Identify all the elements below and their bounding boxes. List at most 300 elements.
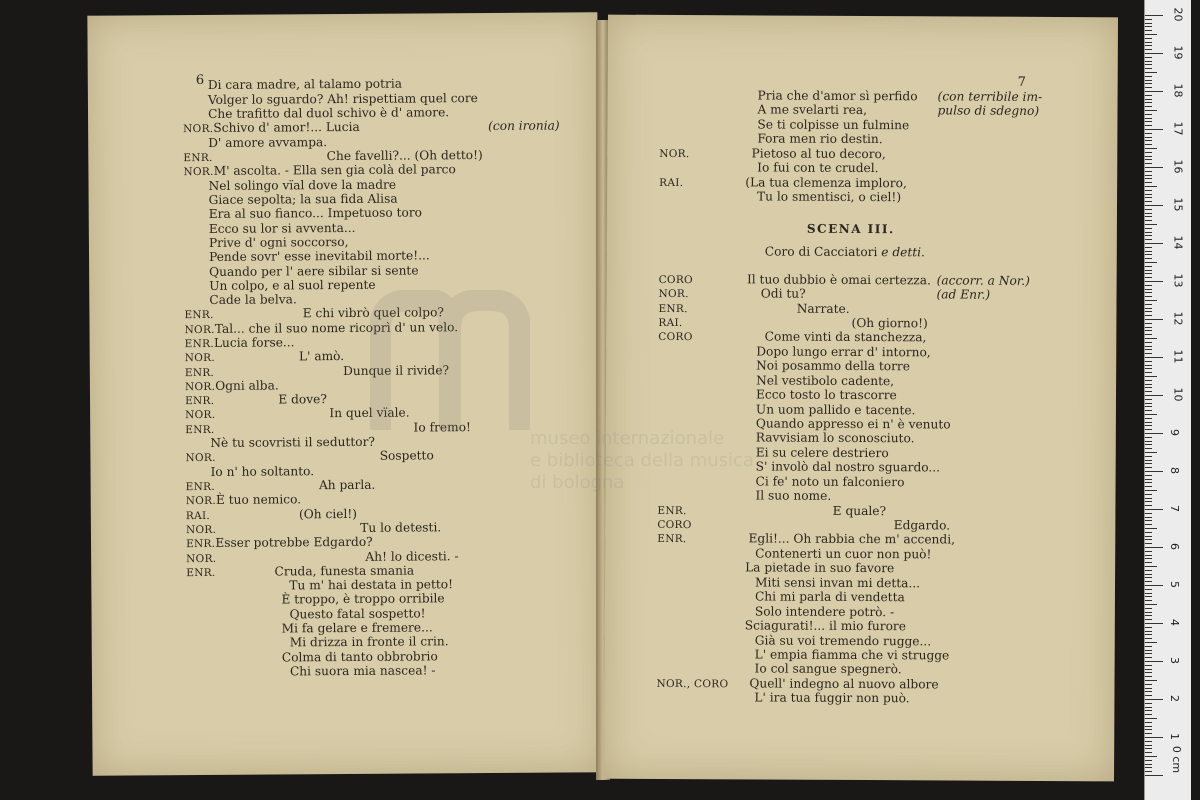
speaker-label: NOR. bbox=[185, 408, 216, 422]
ruler-number: 20 bbox=[1171, 7, 1185, 22]
ruler-tick bbox=[1145, 520, 1152, 521]
ruler-tick bbox=[1145, 745, 1152, 746]
ruler-tick bbox=[1145, 684, 1152, 685]
verse-line bbox=[185, 363, 449, 380]
speaker-label: NOR. bbox=[183, 165, 214, 179]
ruler-tick bbox=[1145, 258, 1152, 259]
ruler-number: 17 bbox=[1171, 121, 1185, 136]
verse-text: D' amore avvampa. bbox=[208, 135, 328, 150]
ruler-tick bbox=[1145, 61, 1152, 62]
verse-line bbox=[755, 647, 950, 662]
speaker-label: ENR. bbox=[184, 366, 215, 380]
ruler-tick bbox=[1145, 726, 1152, 727]
ruler-number: 18 bbox=[1171, 83, 1185, 98]
ruler-tick bbox=[1145, 691, 1152, 692]
ruler-tick bbox=[1145, 323, 1152, 324]
ruler-tick bbox=[1145, 528, 1157, 529]
ruler-tick bbox=[1145, 42, 1152, 43]
speaker-label: RAI. bbox=[185, 509, 211, 523]
ruler-tick bbox=[1145, 760, 1152, 761]
ruler-tick bbox=[1145, 171, 1152, 172]
speaker-label: RAI. bbox=[658, 316, 683, 330]
ruler-tick bbox=[1145, 342, 1152, 343]
ruler-tick bbox=[1145, 555, 1152, 556]
ruler-tick bbox=[1145, 486, 1152, 487]
verse-text: Giace sepolta; la sua fida Alisa bbox=[208, 191, 398, 207]
ruler-tick bbox=[1145, 657, 1152, 658]
ruler-tick bbox=[1145, 638, 1152, 639]
ruler-tick bbox=[1145, 688, 1152, 689]
ruler-tick bbox=[1145, 414, 1157, 415]
ruler-tick bbox=[1145, 121, 1152, 122]
verse-text: Solo intendere potrò. - bbox=[754, 604, 895, 620]
ruler-tick bbox=[1145, 612, 1152, 613]
measuring-ruler bbox=[1144, 0, 1191, 800]
verse-text: Odi tu? bbox=[760, 286, 806, 301]
verse-text: Ah parla. bbox=[318, 477, 376, 493]
ruler-tick bbox=[1145, 49, 1152, 50]
speaker-label: ENR. bbox=[657, 532, 687, 546]
ruler-tick bbox=[1145, 676, 1152, 677]
ruler-number: 11 bbox=[1171, 349, 1185, 364]
verse-line bbox=[757, 160, 878, 175]
verse-text: Se ti colpisse un fulmine bbox=[757, 117, 910, 133]
stage-direction: (con terribile im- bbox=[937, 89, 1043, 104]
verse-text: Già su voi tremendo rugge... bbox=[754, 633, 932, 649]
ruler-tick bbox=[1145, 581, 1152, 582]
ruler-tick bbox=[1145, 718, 1157, 719]
scene-subtitle-italic: e detti. bbox=[881, 245, 925, 260]
ruler-tick bbox=[1145, 110, 1157, 111]
ruler-tick bbox=[1145, 406, 1152, 407]
ruler-tick bbox=[1145, 524, 1152, 525]
verse-text: Ei su celere destriero bbox=[755, 445, 889, 461]
ruler-tick bbox=[1145, 178, 1152, 179]
ruler-tick bbox=[1145, 247, 1152, 248]
verse-text: Il tuo dubbio è omai certezza. bbox=[746, 272, 931, 288]
stage-direction: (accorr. a Nor.) bbox=[936, 273, 1030, 288]
ruler-tick bbox=[1145, 585, 1163, 586]
ruler-tick bbox=[1145, 201, 1152, 202]
ruler-number: 9 bbox=[1168, 429, 1181, 436]
ruler-tick bbox=[1145, 349, 1152, 350]
ruler-tick bbox=[1145, 19, 1152, 20]
verse-line bbox=[208, 105, 449, 121]
ruler-tick bbox=[1145, 669, 1152, 670]
speaker-label: NOR. bbox=[184, 380, 216, 394]
ruler-tick bbox=[1145, 228, 1152, 229]
ruler-tick bbox=[1145, 467, 1152, 468]
ruler-tick bbox=[1145, 551, 1152, 552]
ruler-tick bbox=[1145, 239, 1152, 240]
verse-text: E chi vibrò quel colpo? bbox=[302, 305, 444, 321]
verse-text: Pietoso al tuo decoro, bbox=[751, 146, 886, 162]
ruler-tick bbox=[1145, 368, 1152, 369]
ruler-tick bbox=[1145, 270, 1152, 271]
verse-text: Che trafitto dal duol schivo è d' amore. bbox=[207, 105, 450, 121]
verse-text: Questo fatal sospetto! bbox=[289, 606, 426, 622]
speaker-label: ENR. bbox=[658, 302, 688, 316]
verse-line bbox=[209, 192, 398, 207]
verse-text: Egli!... Oh rabbia che m' accendi, bbox=[748, 531, 956, 547]
ruler-tick bbox=[1145, 220, 1152, 221]
ruler-tick bbox=[1145, 596, 1152, 597]
ruler-tick bbox=[1145, 665, 1152, 666]
verse-line bbox=[209, 278, 375, 293]
ruler-tick bbox=[1145, 593, 1152, 594]
ruler-tick bbox=[1145, 505, 1152, 506]
verse-line bbox=[756, 387, 897, 402]
ruler-tick bbox=[1145, 38, 1152, 39]
verse-text: Noi posammo della torre bbox=[756, 358, 911, 374]
verse-text: È troppo, è troppo orribile bbox=[281, 591, 445, 607]
speaker-label: ENR. bbox=[186, 537, 216, 551]
ruler-tick bbox=[1145, 330, 1152, 331]
ruler-number: 5 bbox=[1168, 581, 1181, 588]
verse-text: Di cara madre, al talamo potria bbox=[207, 76, 403, 92]
verse-text: Ravvisiam lo sconosciuto. bbox=[755, 430, 915, 446]
speaker-label: ENR. bbox=[186, 566, 216, 580]
verse-line bbox=[755, 604, 894, 619]
ruler-tick bbox=[1145, 748, 1152, 749]
ruler-tick bbox=[1145, 15, 1163, 16]
ruler-tick bbox=[1145, 695, 1152, 696]
verse-text: Un colpo, e al suol repente bbox=[209, 277, 376, 293]
verse-text: Era al suo fianco... Impetuoso toro bbox=[208, 205, 423, 221]
ruler-tick bbox=[1145, 133, 1152, 134]
ruler-tick bbox=[1145, 729, 1152, 730]
ruler-number: 12 bbox=[1171, 311, 1185, 326]
ruler-tick bbox=[1145, 771, 1152, 772]
verse-line bbox=[209, 248, 430, 264]
verse-line bbox=[657, 531, 955, 548]
scene-subtitle-text: Coro di Cacciatori bbox=[764, 244, 882, 260]
verse-text: Nel vestibolo cadente, bbox=[756, 373, 895, 389]
verse-line bbox=[185, 406, 410, 423]
verse-line bbox=[745, 618, 906, 633]
verse-text: Edgardo. bbox=[893, 518, 951, 533]
ruler-tick bbox=[1145, 137, 1152, 138]
verse-text: Volger lo sguardo? Ah! rispettiam quel core bbox=[207, 91, 478, 107]
ruler-tick bbox=[1145, 577, 1152, 578]
ruler-tick bbox=[1145, 501, 1152, 502]
verse-text: Quando appresso ei n' è venuto bbox=[755, 416, 951, 432]
ruler-tick bbox=[1145, 95, 1152, 96]
verse-line bbox=[185, 448, 433, 465]
verse-line bbox=[755, 546, 931, 561]
ruler-tick bbox=[1145, 600, 1152, 601]
speaker-label: RAI. bbox=[659, 176, 684, 190]
ruler-number: 14 bbox=[1171, 235, 1185, 250]
verse-text: Ci fe' noto un falconiero bbox=[755, 474, 905, 490]
ruler-tick bbox=[1145, 106, 1152, 107]
ruler-tick bbox=[1145, 197, 1152, 198]
verse-text: Che favelli?... (Oh detto!) bbox=[326, 148, 483, 164]
ruler-tick bbox=[1145, 463, 1152, 464]
ruler-tick bbox=[1145, 353, 1152, 354]
verse-text: Ah! lo dicesti. - bbox=[365, 549, 459, 564]
ruler-tick bbox=[1145, 148, 1157, 149]
verse-line bbox=[756, 373, 894, 388]
ruler-tick bbox=[1145, 741, 1152, 742]
ruler-tick bbox=[1145, 209, 1152, 210]
ruler-number: 7 bbox=[1168, 505, 1181, 512]
ruler-tick bbox=[1145, 387, 1152, 388]
ruler-tick bbox=[1145, 372, 1152, 373]
verse-line bbox=[185, 349, 344, 365]
ruler-tick bbox=[1145, 285, 1152, 286]
verse-text: Ogni alba. bbox=[215, 378, 279, 393]
verse-line bbox=[756, 344, 931, 359]
ruler-tick bbox=[1145, 23, 1152, 24]
verse-line bbox=[745, 560, 894, 575]
ruler-tick bbox=[1145, 532, 1152, 533]
ruler-tick bbox=[1145, 156, 1152, 157]
ruler-number: 15 bbox=[1171, 197, 1185, 212]
verse-text: Ecco su lor si avventa... bbox=[208, 220, 356, 236]
verse-text: Dopo lungo errar d' intorno, bbox=[756, 344, 931, 360]
ruler-tick bbox=[1145, 205, 1163, 206]
ruler-tick bbox=[1145, 452, 1157, 453]
verse-text: L' ira tua fuggir non può. bbox=[754, 690, 910, 706]
ruler-tick bbox=[1145, 650, 1152, 651]
ruler-tick bbox=[1145, 213, 1152, 214]
ruler-tick bbox=[1145, 311, 1152, 312]
ruler-tick bbox=[1145, 410, 1152, 411]
ruler-tick bbox=[1145, 159, 1152, 160]
ruler-tick bbox=[1145, 129, 1163, 130]
verse-text: Io fremo! bbox=[413, 420, 471, 435]
ruler-tick bbox=[1145, 482, 1152, 483]
ruler-tick bbox=[1145, 289, 1152, 290]
ruler-number: 13 bbox=[1171, 273, 1185, 288]
ruler-tick bbox=[1145, 53, 1163, 54]
verse-line bbox=[757, 131, 882, 146]
ruler-tick bbox=[1145, 87, 1152, 88]
ruler-tick bbox=[1145, 182, 1152, 183]
verse-text: E quale? bbox=[832, 503, 887, 519]
ruler-tick bbox=[1145, 34, 1157, 35]
verse-line bbox=[209, 263, 418, 278]
ruler-tick bbox=[1145, 425, 1152, 426]
ruler-number: 19 bbox=[1171, 45, 1185, 60]
ruler-tick bbox=[1145, 631, 1152, 632]
verse-line bbox=[208, 178, 396, 193]
ruler-number: 6 bbox=[1168, 543, 1181, 550]
speaker-label: NOR., CORO bbox=[656, 677, 729, 691]
ruler-tick bbox=[1145, 589, 1152, 590]
ruler-tick bbox=[1145, 232, 1152, 233]
scene-subtitle bbox=[765, 244, 925, 259]
ruler-tick bbox=[1145, 456, 1152, 457]
ruler-tick bbox=[1145, 64, 1152, 65]
ruler-tick bbox=[1145, 361, 1152, 362]
page-number: 6 bbox=[195, 72, 205, 89]
ruler-tick bbox=[1145, 292, 1152, 293]
ruler-tick bbox=[1145, 653, 1152, 654]
verse-text: La pietade in suo favore bbox=[745, 560, 895, 576]
ruler-tick bbox=[1145, 80, 1152, 81]
verse-text: Dunque il rivide? bbox=[343, 363, 450, 379]
ruler-tick bbox=[1145, 714, 1152, 715]
verse-line bbox=[755, 589, 905, 604]
ruler-tick bbox=[1145, 296, 1152, 297]
verse-text: È tuo nemico. bbox=[215, 492, 302, 507]
verse-text: Pria che d'amor sì perfido bbox=[757, 88, 918, 104]
verse-text: M' ascolta. - Ella sen gia colà del parco bbox=[213, 162, 456, 178]
ruler-tick bbox=[1145, 429, 1152, 430]
verse-line bbox=[210, 464, 314, 479]
verse-line bbox=[209, 221, 356, 236]
ruler-tick bbox=[1145, 737, 1163, 738]
verse-line bbox=[757, 102, 867, 117]
speaker-label: ENR. bbox=[657, 504, 687, 518]
verse-text: Tal... che il suo nome ricoprì d' un velo. bbox=[214, 320, 459, 336]
ruler-tick bbox=[1145, 391, 1152, 392]
ruler-tick bbox=[1145, 490, 1157, 491]
ruler-tick bbox=[1145, 83, 1152, 84]
ruler-tick bbox=[1145, 627, 1152, 628]
verse-line bbox=[757, 189, 901, 204]
verse-text: (Oh giorno!) bbox=[851, 315, 928, 331]
ruler-number: 3 bbox=[1168, 657, 1181, 664]
ruler-tick bbox=[1145, 494, 1152, 495]
verse-line bbox=[208, 135, 327, 150]
ruler-tick bbox=[1145, 175, 1152, 176]
verse-text: Nè tu scovristi il seduttor? bbox=[210, 434, 375, 450]
ruler-tick bbox=[1145, 346, 1152, 347]
verse-line bbox=[755, 575, 920, 590]
stage-direction: pulso di sdegno) bbox=[937, 103, 1040, 118]
ruler-tick bbox=[1145, 300, 1157, 301]
speaker-label: ENR. bbox=[185, 480, 215, 494]
verse-text: Io n' ho soltanto. bbox=[210, 464, 315, 479]
ruler-tick bbox=[1145, 365, 1152, 366]
verse-line bbox=[754, 690, 909, 705]
speaker-label: CORO bbox=[658, 330, 693, 344]
ruler-tick bbox=[1145, 475, 1152, 476]
verse-line bbox=[209, 292, 297, 307]
page-number: 7 bbox=[1017, 74, 1026, 90]
verse-text: Come vinti da stanchezza, bbox=[764, 329, 927, 345]
verse-line bbox=[183, 162, 455, 179]
ruler-tick bbox=[1145, 566, 1157, 567]
ruler-tick bbox=[1145, 444, 1152, 445]
ruler-tick bbox=[1145, 775, 1163, 776]
ruler-tick bbox=[1145, 536, 1152, 537]
verse-line bbox=[209, 205, 422, 220]
ruler-tick bbox=[1145, 562, 1152, 563]
ruler-tick bbox=[1145, 266, 1152, 267]
ruler-tick bbox=[1145, 380, 1152, 381]
ruler-tick bbox=[1145, 539, 1152, 540]
verse-text: Un uom pallido e tacente. bbox=[755, 402, 916, 418]
left-page-text bbox=[87, 12, 597, 679]
ruler-tick bbox=[1145, 254, 1152, 255]
verse-line bbox=[281, 591, 444, 606]
ruler-tick bbox=[1145, 327, 1152, 328]
verse-line bbox=[756, 430, 915, 445]
ruler-tick bbox=[1145, 722, 1152, 723]
speaker-label: ENR. bbox=[183, 151, 213, 165]
ruler-tick bbox=[1145, 543, 1152, 544]
ruler-tick bbox=[1145, 216, 1152, 217]
verse-line bbox=[210, 435, 375, 450]
verse-line bbox=[282, 620, 433, 635]
verse-line bbox=[659, 286, 806, 302]
verse-line bbox=[289, 577, 453, 592]
ruler-tick bbox=[1145, 479, 1152, 480]
ruler-number: 4 bbox=[1168, 619, 1181, 626]
verse-line bbox=[290, 663, 436, 678]
ruler-tick bbox=[1145, 707, 1152, 708]
ruler-tick bbox=[1145, 68, 1152, 69]
verse-line bbox=[282, 649, 438, 664]
verse-text: Schivo d' amor!... Lucia bbox=[213, 119, 360, 135]
ruler-tick bbox=[1145, 699, 1163, 700]
ruler-tick bbox=[1145, 623, 1163, 624]
ruler-tick bbox=[1145, 570, 1152, 571]
verse-text: Sciagurati!... il mio furore bbox=[744, 618, 907, 634]
verse-line bbox=[186, 492, 301, 508]
verse-text: Il suo nome. bbox=[755, 488, 832, 503]
verse-text: Esser potrebbe Edgardo? bbox=[215, 534, 373, 550]
ruler-tick bbox=[1145, 163, 1152, 164]
ruler-tick bbox=[1145, 194, 1152, 195]
verse-text: Tu lo detesti. bbox=[360, 520, 442, 535]
ruler-tick bbox=[1145, 384, 1152, 385]
verse-text: Sospetto bbox=[379, 448, 434, 463]
verse-text: Tu m' hai destata in petto! bbox=[289, 577, 454, 593]
ruler-tick bbox=[1145, 672, 1152, 673]
verse-line bbox=[183, 120, 360, 136]
verse-text: (La tua clemenza imploro, bbox=[745, 175, 907, 191]
right-page bbox=[604, 15, 1118, 782]
verse-line bbox=[209, 235, 349, 250]
ruler-tick bbox=[1145, 547, 1163, 548]
verse-text: Io col sangue spegnerò. bbox=[754, 661, 902, 677]
verse-line bbox=[756, 445, 889, 460]
verse-line bbox=[758, 88, 918, 103]
ruler-tick bbox=[1145, 710, 1152, 711]
speaker-label: NOR. bbox=[183, 122, 214, 136]
verse-line bbox=[756, 459, 940, 474]
verse-text: E dove? bbox=[278, 392, 327, 407]
speaker-label: CORO bbox=[658, 273, 694, 287]
ruler-tick bbox=[1145, 72, 1157, 73]
ruler-tick bbox=[1145, 114, 1152, 115]
ruler-tick bbox=[1145, 441, 1152, 442]
scene-title: SCENA III. bbox=[806, 221, 895, 237]
ruler-tick bbox=[1145, 433, 1163, 434]
verse-text: Miti sensi invan mi detta... bbox=[754, 575, 921, 591]
ruler-tick bbox=[1145, 243, 1163, 244]
ruler-tick bbox=[1145, 251, 1152, 252]
ruler-tick bbox=[1145, 319, 1163, 320]
verse-text: Chi suora mia nascea! - bbox=[289, 663, 436, 679]
ruler-tick bbox=[1145, 144, 1152, 145]
verse-text: Quell' indegno al nuovo albore bbox=[749, 676, 939, 692]
ruler-tick bbox=[1145, 615, 1152, 616]
verse-text: Cruda, funesta smania bbox=[274, 563, 415, 579]
ruler-number: 10 bbox=[1171, 387, 1185, 402]
verse-line bbox=[755, 488, 831, 502]
speaker-label: NOR. bbox=[185, 451, 216, 465]
verse-text: Tu lo smentisci, o ciel!) bbox=[757, 189, 902, 205]
speaker-label: NOR. bbox=[184, 323, 215, 337]
ruler-tick bbox=[1145, 334, 1152, 335]
ruler-tick bbox=[1145, 703, 1152, 704]
